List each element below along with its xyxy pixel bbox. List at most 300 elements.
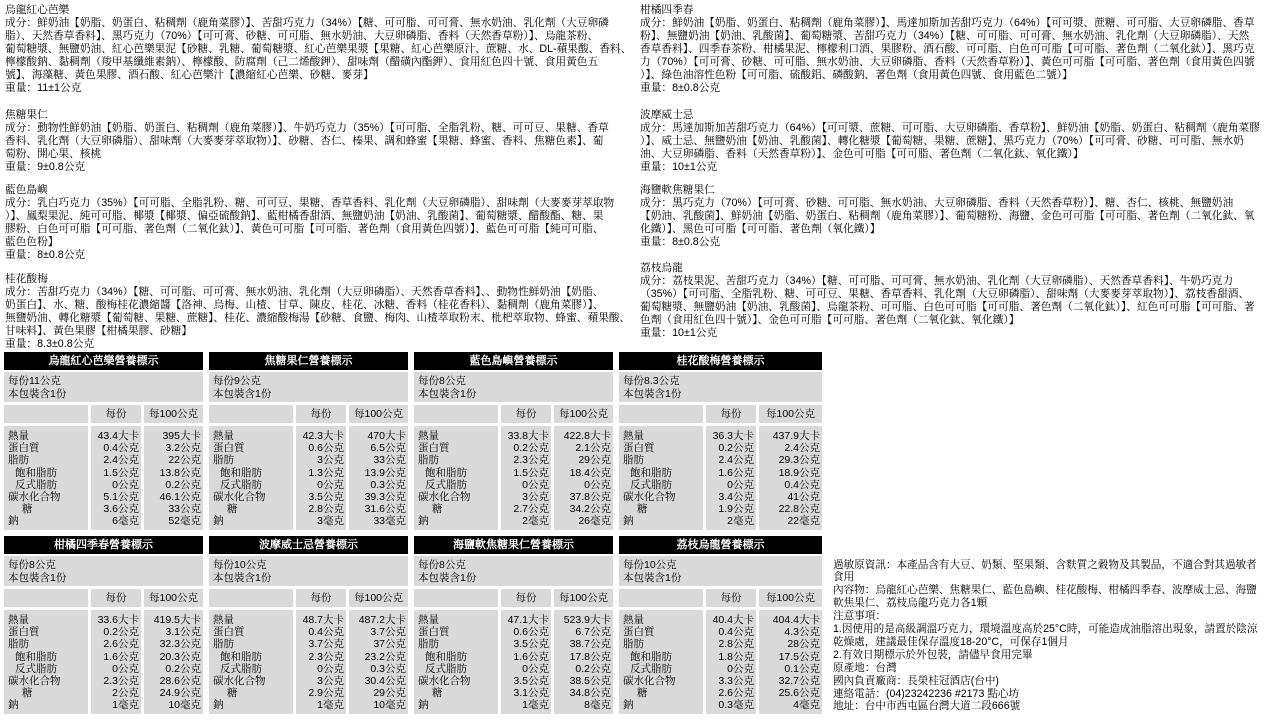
per-100g-value: 23.2公克 <box>364 650 406 663</box>
per-100g-value: 17.5公克 <box>778 650 820 663</box>
per-serving-value: 2公克 <box>112 687 139 700</box>
header-per-100g: 每100公克 <box>144 589 203 607</box>
per-serving-value: 3.3公克 <box>718 674 754 687</box>
nutrient-label: 飽和脂肪 <box>425 466 467 479</box>
nutrient-label: 熱量 <box>418 614 439 626</box>
per-100g-value: 33公克 <box>373 454 406 467</box>
column-headers <box>4 405 203 423</box>
per-serving-value: 0公克 <box>112 662 139 675</box>
panel-title: 海鹽軟焦糖果仁營養標示 <box>414 536 613 554</box>
per-100g-value: 32.7公克 <box>778 674 820 687</box>
panel-title: 波摩威士忌營養標示 <box>209 536 408 554</box>
nutrient-label: 碳水化合物 <box>418 490 471 503</box>
ingredient-section <box>5 109 635 174</box>
per-serving-value: 1毫克 <box>522 699 549 712</box>
per-100g-value: 33毫克 <box>373 515 406 528</box>
nutrient-label: 反式脂肪 <box>15 662 57 675</box>
nutrition-facts-panel <box>414 536 613 714</box>
per-100g-value: 31.6公克 <box>364 503 406 516</box>
nutrient-label: 熱量 <box>213 614 234 626</box>
panel-title: 藍色島嶼營養標示 <box>414 352 613 370</box>
nutrient-label: 碳水化合物 <box>418 674 471 687</box>
per-serving-value: 6毫克 <box>112 515 139 528</box>
per-100g-value: 2.4公克 <box>784 442 820 455</box>
per-serving-value: 1.6公克 <box>513 650 549 663</box>
ingredient-section <box>5 4 635 96</box>
nutrient-label: 糖 <box>22 503 33 516</box>
nutrient-label: 飽和脂肪 <box>15 466 57 479</box>
nutrition-facts-panel <box>4 536 203 714</box>
nutrient-label: 碳水化合物 <box>213 490 266 503</box>
per-serving-value: 0.4公克 <box>308 626 344 639</box>
header-nutrient <box>619 589 703 607</box>
nutrient-label-column <box>209 610 293 714</box>
ingredient-line: 香草香料】、四季春茶粉、柑橘果泥、檸檬利口酒、果膠粉、酒石酸、可可脂、白色可可脂【可可脂、著色劑（二氧化鈦）】、黑巧克 <box>640 42 1255 55</box>
per-serving-value: 1.8公克 <box>718 650 754 663</box>
nutrient-label: 脂肪 <box>8 638 29 651</box>
nutrient-label: 蛋白質 <box>418 442 450 455</box>
per-100g-value: 38.5公克 <box>569 674 611 687</box>
header-per-100g: 每100公克 <box>554 589 613 607</box>
servings-per-package: 本包裝含1份 <box>623 571 682 584</box>
per-100g-value: 39.3公克 <box>364 490 406 503</box>
nutrient-rows <box>414 610 613 714</box>
per-serving-value: 2.9公克 <box>308 687 344 700</box>
note-line: 連絡電話：(04)23242236 #2173 點心坊 <box>833 687 1020 700</box>
ingredient-section <box>640 184 1276 249</box>
serving-info <box>4 372 203 402</box>
header-per-serving: 每份 <box>91 405 141 423</box>
per-serving-value: 1.9公克 <box>718 503 754 516</box>
nutrient-label: 熱量 <box>623 614 644 626</box>
per-serving-value: 2.3公克 <box>308 650 344 663</box>
per-serving-value: 2.7公克 <box>513 503 549 516</box>
ingredient-line: 【奶油、乳酸菌】、鮮奶油【奶脂、奶蛋白、粘稠劑（鹿角菜膠）】、葡萄糖粉、海鹽、金色可可脂【可可脂、著色劑（二氧化鈦、氧 <box>640 209 1255 222</box>
nutrient-rows <box>4 610 203 714</box>
per-serving-value: 0.6公克 <box>308 442 344 455</box>
per-100g-column <box>144 610 203 714</box>
per-serving-value: 0公克 <box>522 478 549 491</box>
per-100g-value: 0.2公克 <box>575 662 611 675</box>
per-100g-value: 32.3公克 <box>159 638 201 651</box>
nutrient-label: 糖 <box>637 687 648 700</box>
nutrition-facts-panel <box>619 352 822 530</box>
nutrient-label-column <box>414 426 498 530</box>
per-100g-value: 17.8公克 <box>569 650 611 663</box>
per-serving-value: 2.4公克 <box>103 454 139 467</box>
note-line: 乾燥處，建議最佳保存溫度18-20°C，可保存1個月 <box>833 635 1069 648</box>
product-name: 波摩威士忌 <box>640 108 694 121</box>
note-line: 國內負責廠商：長榮桂冠酒店(台中) <box>833 674 999 687</box>
column-headers <box>414 405 613 423</box>
nutrient-label: 糖 <box>227 503 238 516</box>
per-100g-value: 6.5公克 <box>370 442 406 455</box>
per-serving-column <box>501 426 551 530</box>
net-weight: 重量：11±1公克 <box>5 82 82 95</box>
ingredient-line: 化鐵）】、黑色可可脂【可可脂、著色劑（氧化鐵）】 <box>640 222 881 235</box>
per-100g-value: 28公克 <box>787 638 820 651</box>
per-serving-column <box>296 610 346 714</box>
nutrient-label-column <box>414 610 498 714</box>
nutrient-label: 糖 <box>227 687 238 700</box>
per-100g-value: 13.9公克 <box>364 466 406 479</box>
ingredient-line: 油、大豆卵磷脂、香料（天然香草粉）】、金色可可脂【可可脂、著色劑（二氧化鈦、氧化鐵）】 <box>640 147 1084 160</box>
per-serving-value: 3.5公克 <box>513 638 549 651</box>
note-line: 原產地：台灣 <box>833 661 897 674</box>
servings-per-package: 本包裝含1份 <box>623 387 682 400</box>
product-name: 柑橘四季春 <box>640 3 694 16</box>
per-serving-value: 3公克 <box>522 490 549 503</box>
panel-title: 桂花酸梅營養標示 <box>619 352 822 370</box>
note-line: 食用 <box>833 571 855 584</box>
nutrient-label: 蛋白質 <box>213 626 245 639</box>
header-nutrient <box>619 405 703 423</box>
nutrient-label: 碳水化合物 <box>213 674 266 687</box>
per-100g-value: 22公克 <box>168 454 201 467</box>
nutrient-label: 蛋白質 <box>213 442 245 455</box>
note-line: 注意事項： <box>833 610 886 623</box>
serving-info <box>619 372 822 402</box>
per-100g-value: 10毫克 <box>168 699 201 712</box>
header-per-serving: 每份 <box>706 589 756 607</box>
per-serving-value: 3.5公克 <box>513 674 549 687</box>
ingredient-line: 甘味料】、黃色果膠【柑橘果膠、砂糖】 <box>5 324 193 337</box>
per-100g-value: 22.8公克 <box>778 503 820 516</box>
nutrient-label-column <box>209 426 293 530</box>
per-serving-value: 0.4公克 <box>103 442 139 455</box>
per-100g-value: 0.1公克 <box>784 662 820 675</box>
ingredient-line: 號】、海藻糖、黃色果膠、酒石酸、紅心芭樂汁【濃縮紅心芭樂、砂糖、麥芽】 <box>5 68 374 81</box>
per-serving-value: 36.3大卡 <box>712 430 754 442</box>
per-100g-value: 523.9大卡 <box>563 614 611 626</box>
per-serving-value: 33.6大卡 <box>97 614 139 626</box>
ingredient-line: 檸檬酸鈉、黏稠劑（羧甲基纖維素鈉）、檸檬酸、防腐劑（己二烯酸鉀）、甜味劑（醋磺內酯鉀）、食用紅色四十號、食用黃色五 <box>5 55 599 68</box>
per-100g-column <box>554 426 613 530</box>
ingredient-line: 葡萄糖漿、無鹽奶油、紅心芭樂果泥【砂糖、乳糖、葡萄糖漿、紅心芭樂果漿【果糖、紅心芭樂原汁、蔗糖、水、DL-蘋果酸、香料、 <box>5 42 632 55</box>
serving-size: 每份8公克 <box>418 375 466 387</box>
per-serving-value: 0公克 <box>522 662 549 675</box>
nutrient-rows <box>619 426 822 530</box>
per-serving-value: 1毫克 <box>317 699 344 712</box>
servings-per-package: 本包裝含1份 <box>213 571 272 584</box>
per-100g-value: 20.3公克 <box>159 650 201 663</box>
nutrient-label: 熱量 <box>8 614 29 626</box>
header-nutrient <box>4 405 88 423</box>
column-headers <box>209 405 408 423</box>
ingredients-column-right <box>640 0 1276 352</box>
product-name: 烏龍紅心芭樂 <box>5 3 70 16</box>
per-100g-value: 0.4公克 <box>784 478 820 491</box>
nutrient-label: 飽和脂肪 <box>220 466 262 479</box>
nutrient-label: 熱量 <box>623 430 644 442</box>
per-serving-value: 0公克 <box>317 662 344 675</box>
nutrient-label: 反式脂肪 <box>425 662 467 675</box>
per-100g-column <box>349 610 408 714</box>
nutrient-label: 碳水化合物 <box>623 490 676 503</box>
ingredient-line: 藍色色粉】 <box>5 235 59 248</box>
nutrient-label: 反式脂肪 <box>220 662 262 675</box>
per-100g-column <box>759 426 822 530</box>
nutrient-label: 鈉 <box>213 515 224 528</box>
per-100g-value: 18.4公克 <box>569 466 611 479</box>
net-weight: 重量：9±0.8公克 <box>5 160 86 173</box>
ingredient-section <box>5 273 635 352</box>
nutrient-label: 脂肪 <box>623 454 644 467</box>
per-100g-value: 52毫克 <box>168 515 201 528</box>
column-headers <box>619 589 822 607</box>
per-serving-value: 3毫克 <box>317 515 344 528</box>
header-per-100g: 每100公克 <box>349 405 408 423</box>
per-serving-column <box>706 426 756 530</box>
per-serving-value: 3公克 <box>317 454 344 467</box>
per-serving-value: 0.4公克 <box>718 626 754 639</box>
serving-info <box>414 556 613 586</box>
nutrient-label: 脂肪 <box>418 638 439 651</box>
nutrient-rows <box>619 610 822 714</box>
header-per-100g: 每100公克 <box>759 405 822 423</box>
product-name: 焦糖果仁 <box>5 108 48 121</box>
nutrient-label: 蛋白質 <box>418 626 450 639</box>
per-100g-value: 10毫克 <box>373 699 406 712</box>
note-line: 過敏原資訊：本產品含有大豆、奶類、堅果類、含麩質之穀物及其製品，不適合對其過敏者 <box>833 558 1257 571</box>
net-weight: 重量：8±0.8公克 <box>640 82 721 95</box>
per-100g-value: 18.9公克 <box>778 466 820 479</box>
nutrient-label: 碳水化合物 <box>8 674 61 687</box>
servings-per-package: 本包裝含1份 <box>8 571 67 584</box>
ingredient-section <box>640 4 1276 96</box>
per-serving-value: 3.5公克 <box>308 490 344 503</box>
header-per-100g: 每100公克 <box>144 405 203 423</box>
per-100g-value: 34.8公克 <box>569 687 611 700</box>
servings-per-package: 本包裝含1份 <box>418 387 477 400</box>
servings-per-package: 本包裝含1份 <box>213 387 272 400</box>
per-serving-column <box>501 610 551 714</box>
serving-size: 每份10公克 <box>623 559 677 571</box>
per-100g-value: 4毫克 <box>793 699 820 712</box>
ingredient-line: 成分：鮮奶油【奶脂、奶蛋白、粘稠劑（鹿角菜膠）】、馬達加斯加苦甜巧克力（64%）【可可漿、蔗糖、可可脂、大豆卵磷脂、香草 <box>640 16 1255 29</box>
per-100g-column <box>349 426 408 530</box>
header-nutrient <box>4 589 88 607</box>
net-weight: 重量：10±1公克 <box>640 160 718 173</box>
header-per-100g: 每100公克 <box>554 405 613 423</box>
per-serving-value: 1.6公克 <box>103 650 139 663</box>
ingredient-line: 粉】、無鹽奶油【奶油、乳酸菌】、葡萄糖漿、苦甜巧克力（34%）【糖、可可脂、可可膏、無水奶油、乳化劑（大豆卵磷脂）、天然 <box>640 29 1250 42</box>
column-headers <box>414 589 613 607</box>
per-serving-value: 2.3公克 <box>103 674 139 687</box>
per-serving-column <box>296 426 346 530</box>
note-line: 2.有效日期標示於外包裝，請儘早食用完畢 <box>833 648 1033 661</box>
product-name: 海鹽軟焦糖果仁 <box>640 183 715 196</box>
per-serving-value: 33.8大卡 <box>507 430 549 442</box>
ingredient-line: ）】、綠色油溶性色粉【可可脂、硫酸鋁、磷酸鈉、著色劑（食用黃色四號、食用藍色二號）】 <box>640 68 1073 81</box>
nutrient-label: 鈉 <box>623 699 634 712</box>
per-100g-value: 0.2公克 <box>165 478 201 491</box>
per-100g-value: 395大卡 <box>162 430 201 442</box>
serving-size: 每份10公克 <box>213 559 267 571</box>
header-per-serving: 每份 <box>706 405 756 423</box>
header-per-serving: 每份 <box>501 405 551 423</box>
nutrient-label: 脂肪 <box>623 638 644 651</box>
per-100g-value: 29公克 <box>373 687 406 700</box>
nutrient-label: 反式脂肪 <box>630 662 672 675</box>
ingredient-line: 脂）、天然香草香料】、黑巧克力（70%）【可可膏、砂糖、可可脂、無水奶油、大豆卵磷脂、香料（天然香草粉）】、烏龍茶粉、 <box>5 29 599 42</box>
nutrient-label: 熱量 <box>418 430 439 442</box>
serving-size: 每份8公克 <box>418 559 466 571</box>
product-name: 桂花酸梅 <box>5 272 48 285</box>
column-headers <box>4 589 203 607</box>
per-serving-value: 40.4大卡 <box>712 614 754 626</box>
per-serving-value: 2.6公克 <box>718 687 754 700</box>
nutrition-facts-panel <box>414 352 613 530</box>
per-serving-value: 3.6公克 <box>103 503 139 516</box>
per-serving-value: 3.7公克 <box>308 638 344 651</box>
nutrient-label: 反式脂肪 <box>15 478 57 491</box>
header-nutrient <box>209 589 293 607</box>
per-100g-value: 422.8大卡 <box>563 430 611 442</box>
nutrition-facts-panel <box>209 352 408 530</box>
nutrient-label: 反式脂肪 <box>220 478 262 491</box>
header-per-serving: 每份 <box>296 589 346 607</box>
nutrient-label: 飽和脂肪 <box>630 650 672 663</box>
ingredients-column-left <box>5 0 635 352</box>
header-nutrient <box>414 589 498 607</box>
per-serving-column <box>91 426 141 530</box>
per-serving-column <box>91 610 141 714</box>
per-100g-value: 22毫克 <box>787 515 820 528</box>
per-serving-value: 43.4大卡 <box>97 430 139 442</box>
per-serving-value: 3公克 <box>317 674 344 687</box>
per-100g-value: 29公克 <box>578 454 611 467</box>
header-per-100g: 每100公克 <box>759 589 822 607</box>
nutrient-label: 飽和脂肪 <box>15 650 57 663</box>
nutrient-label: 熱量 <box>213 430 234 442</box>
per-serving-value: 2.3公克 <box>513 454 549 467</box>
per-100g-value: 6.7公克 <box>575 626 611 639</box>
per-serving-value: 1.5公克 <box>513 466 549 479</box>
nutrient-rows <box>209 426 408 530</box>
per-100g-column <box>144 426 203 530</box>
panel-title: 烏龍紅心芭樂營養標示 <box>4 352 203 370</box>
serving-size: 每份8公克 <box>8 559 56 571</box>
per-100g-value: 3.7公克 <box>370 626 406 639</box>
per-serving-value: 47.1大卡 <box>507 614 549 626</box>
nutrient-label: 飽和脂肪 <box>220 650 262 663</box>
nutrient-label: 蛋白質 <box>8 626 40 639</box>
ingredient-line: 成分：黑巧克力（70%）【可可膏、砂糖、可可脂、無水奶油、大豆卵磷脂、香料（天然香草粉）】、糖、杏仁、核桃、無鹽奶油 <box>640 196 1234 209</box>
per-100g-value: 37.8公克 <box>569 490 611 503</box>
per-serving-value: 42.3大卡 <box>302 430 344 442</box>
column-headers <box>619 405 822 423</box>
ingredient-line: 奶蛋白】、水、糖、酸梅桂花濃縮醬【洛神、烏梅、山楂、甘草、陳皮、桂花、冰糖、香料（桂花香料）、黏稠劑（鹿角菜膠）】、 <box>5 298 604 311</box>
ingredient-line: ）】、鳳梨果泥、純可可脂、椰漿【椰漿、偏亞硫酸鈉】、藍柑橘香甜酒、無鹽奶油【奶油、乳酸菌】、葡萄糖漿、醋酸酯、糖、果 <box>5 209 604 222</box>
per-100g-value: 4.3公克 <box>784 626 820 639</box>
product-name: 荔枝烏龍 <box>640 261 683 274</box>
header-nutrient <box>209 405 293 423</box>
nutrient-label: 碳水化合物 <box>623 674 676 687</box>
nutrition-facts-panel <box>209 536 408 714</box>
nutrient-label: 飽和脂肪 <box>630 466 672 479</box>
ingredient-section <box>640 109 1276 174</box>
product-notes <box>833 559 1275 714</box>
ingredient-line: 成分：乳白巧克力（35%）【可可脂、全脂乳粉、糖、可可豆、果糖、香草香料、乳化劑（大豆卵磷脂）、甜味劑（大麥麥芽萃取物 <box>5 196 615 209</box>
per-serving-value: 2.4公克 <box>718 454 754 467</box>
per-100g-value: 34.2公克 <box>569 503 611 516</box>
panel-title: 荔枝烏龍營養標示 <box>619 536 822 554</box>
per-serving-value: 1毫克 <box>112 699 139 712</box>
nutrient-rows <box>4 426 203 530</box>
per-100g-value: 13.8公克 <box>159 466 201 479</box>
nutrient-label: 反式脂肪 <box>630 478 672 491</box>
ingredient-line: 膠粉、白色可可脂【可可脂、著色劑（二氧化鈦）】、黃色可可脂【可可脂、著色劑（食用黃色四號）】、藍色可可脂【純可可脂、 <box>5 222 604 235</box>
per-serving-value: 1.5公克 <box>103 466 139 479</box>
servings-per-package: 本包裝含1份 <box>418 571 477 584</box>
header-per-100g: 每100公克 <box>349 589 408 607</box>
serving-info <box>619 556 822 586</box>
per-100g-value: 0.3公克 <box>370 662 406 675</box>
nutrition-facts-panel <box>4 352 203 530</box>
nutrient-label-column <box>4 426 88 530</box>
nutrient-label: 碳水化合物 <box>8 490 61 503</box>
nutrient-label: 鈉 <box>418 515 429 528</box>
per-100g-value: 0公克 <box>584 478 611 491</box>
per-serving-value: 3.4公克 <box>718 490 754 503</box>
per-100g-value: 3.2公克 <box>165 442 201 455</box>
nutrient-rows <box>209 610 408 714</box>
per-100g-value: 29.3公克 <box>778 454 820 467</box>
net-weight: 重量：10±1公克 <box>640 326 718 339</box>
per-100g-column <box>554 610 613 714</box>
note-line: 軟焦果仁、荔枝烏龍巧克力各1顆 <box>833 597 988 610</box>
ingredient-line: 香料、乳化劑（大豆卵磷脂）、甜味劑（大麥麥芽萃取物）】、砂糖、杏仁、榛果、調和蜂蜜【果糖、蜂蜜、香料、焦糖色素】、葡 <box>5 134 604 147</box>
header-per-serving: 每份 <box>91 589 141 607</box>
per-100g-column <box>759 610 822 714</box>
column-headers <box>209 589 408 607</box>
serving-size: 每份11公克 <box>8 375 61 387</box>
note-line: 1.因使用的是高級調溫巧克力，環境溫度高於25°C時，可能造成油脂溶出現象，請置於陰涼 <box>833 623 1258 636</box>
per-serving-value: 0公克 <box>112 478 139 491</box>
per-100g-value: 25.6公克 <box>778 687 820 700</box>
nutrient-label: 蛋白質 <box>623 626 655 639</box>
ingredient-line: 成分：動物性鮮奶油【奶脂、奶蛋白、粘稠劑（鹿角菜膠）】、牛奶巧克力（35%）【可可脂、全脂乳粉、糖、可可豆、果糖、香草 <box>5 121 609 134</box>
ingredient-line: 成分：荔枝果泥、苦甜巧克力（34%）【糖、可可脂、可可膏、無水奶油、乳化劑（大豆卵磷脂）、天然香草香料】、牛奶巧克力 <box>640 274 1234 287</box>
per-100g-value: 437.9大卡 <box>772 430 820 442</box>
nutrient-label: 鈉 <box>8 515 19 528</box>
nutrient-label-column <box>619 610 703 714</box>
per-100g-value: 33公克 <box>168 503 201 516</box>
ingredient-line: 成分：苦甜巧克力（34%）【糖、可可脂、可可膏、無水奶油、乳化劑（大豆卵磷脂）、天然香草香料】、、動物性鮮奶油【奶脂、 <box>5 285 604 298</box>
nutrition-facts-panel <box>619 536 822 714</box>
per-100g-value: 404.4大卡 <box>772 614 820 626</box>
per-serving-value: 5.1公克 <box>103 490 139 503</box>
nutrient-label: 糖 <box>637 503 648 516</box>
nutrient-label: 反式脂肪 <box>425 478 467 491</box>
panel-title: 焦糖果仁營養標示 <box>209 352 408 370</box>
nutrient-label: 鈉 <box>213 699 224 712</box>
per-100g-value: 46.1公克 <box>159 490 201 503</box>
nutrient-label: 糖 <box>22 687 33 700</box>
serving-size: 每份8.3公克 <box>623 375 680 387</box>
net-weight: 重量：8.3±0.8公克 <box>5 337 95 350</box>
per-100g-value: 470大卡 <box>367 430 406 442</box>
ingredient-section <box>640 262 1276 341</box>
nutrient-label: 熱量 <box>8 430 29 442</box>
note-line: 內容物：烏龍紅心芭樂、焦糖果仁、藍色島嶼、桂花酸梅、柑橘四季春、波摩威士忌、海鹽 <box>833 584 1257 597</box>
panel-title: 柑橘四季春營養標示 <box>4 536 203 554</box>
nutrient-rows <box>414 426 613 530</box>
per-serving-value: 0.6公克 <box>513 626 549 639</box>
per-serving-value: 0.2公克 <box>718 442 754 455</box>
per-100g-value: 28.6公克 <box>159 674 201 687</box>
